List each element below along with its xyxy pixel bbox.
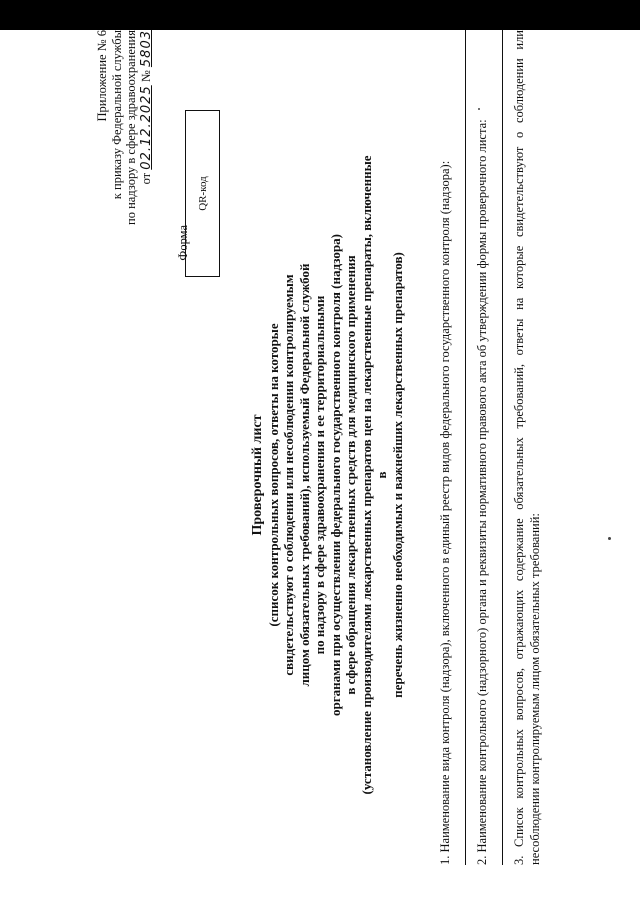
- answer-line: [496, 30, 503, 865]
- order-date-number: от 02.12.2025 № 5803: [138, 30, 154, 185]
- scan-speck: [478, 108, 480, 110]
- scan-top-border: [0, 0, 640, 30]
- title-line: лицом обязательных требований), используемый Федеральной службой: [296, 263, 312, 687]
- answer-line: [459, 30, 466, 865]
- form-label: Форма: [176, 225, 190, 261]
- appendix-header: [95, 30, 154, 330]
- rotated-content: [0, 30, 640, 905]
- item-control-type: 1. Наименование вида контроля (надзора), включенного в единый реестр видов федерального государственного контроля (надзора):: [438, 160, 452, 865]
- title-line: (список контрольных вопросов, ответы на которые: [265, 323, 281, 627]
- handwritten-date: 02.12.2025: [138, 85, 154, 170]
- document-title: [250, 155, 405, 795]
- appendix-number: Приложение № 6: [95, 30, 109, 122]
- scan-speck: [608, 537, 611, 540]
- title-heading: Проверочный лист: [250, 414, 265, 536]
- title-line: органами при осуществлении федерального государственного контроля (надзора): [327, 234, 343, 716]
- title-line: (установление производителями лекарственных препаратов цен на лекарственные препараты, включенные в: [358, 155, 389, 795]
- qr-code-label: QR-код: [196, 176, 209, 211]
- title-line: свидетельствуют о соблюдении или несоблюдении контролируемым: [281, 274, 296, 676]
- title-line: по надзору в сфере здравоохранения и ее территориальными: [312, 295, 327, 655]
- item-questions-list: 3. Список контрольных вопросов, отражающих содержание обязательных требований, ответы на которые свидетельствуют о соблюдении или несоблюдении контролируемым лицом обязательных требований:: [512, 30, 542, 865]
- order-reference: к приказу Федеральной службы: [109, 30, 124, 200]
- title-line: в сфере обращения лекарственных средств для медицинского применения: [343, 255, 358, 695]
- agency-name: по надзору в сфере здравоохранения: [124, 30, 138, 225]
- title-line: перечень жизненно необходимых и важнейших лекарственных препаратов): [389, 252, 405, 698]
- form-items: [437, 30, 549, 865]
- qr-code-box: [185, 110, 220, 277]
- document-page: [0, 30, 640, 905]
- item-authority: 2. Наименование контрольного (надзорного) органа и реквизиты нормативного правового акта об утверждении формы проверочного листа:: [475, 119, 489, 865]
- handwritten-number: 5803: [138, 30, 154, 68]
